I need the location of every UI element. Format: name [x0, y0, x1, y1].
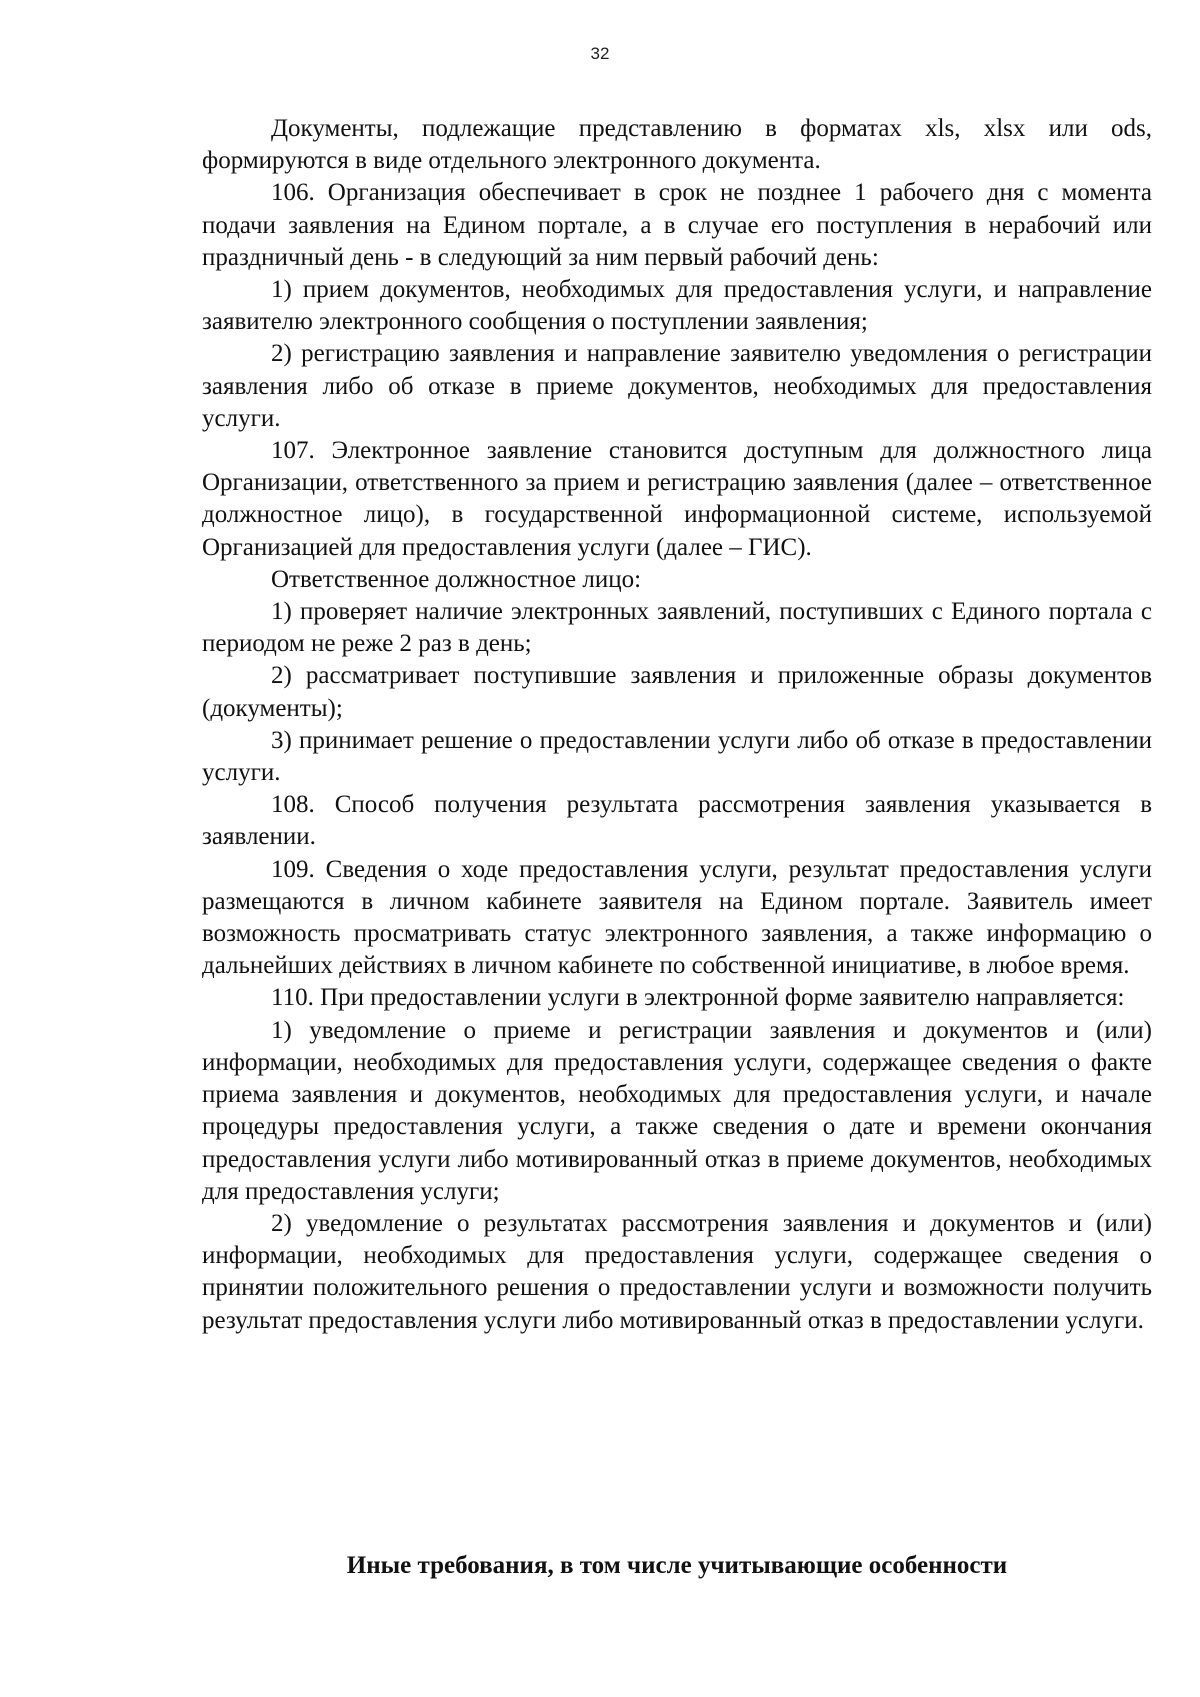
paragraph-106-item-1: 1) прием документов, необходимых для предоставления услуги, и направление заявителю электронного сообщения о поступлении заявления;: [202, 276, 1152, 336]
paragraph-responsible-item-3: 3) принимает решение о предоставлении услуги либо об отказе в предоставлении услуги.: [202, 726, 1152, 787]
paragraph-responsible-item-2: 2) рассматривает поступившие заявления и приложенные образы документов (документы);: [202, 662, 1152, 722]
paragraph-responsible-item-1: 1) проверяет наличие электронных заявлений, поступивших с Единого портала с периодом не реже 2 раз в день;: [202, 598, 1152, 658]
page-number: 32: [590, 44, 610, 63]
paragraph-108: 108. Способ получения результата рассмотрения заявления указывается в заявлении.: [202, 791, 1152, 851]
paragraph-106: 106. Организация обеспечивает в срок не позднее 1 рабочего дня с момента подачи заявления на Едином портале, а в случае его поступления в нерабочий или праздничный день - в следующий за ним первый рабочий день:: [202, 179, 1152, 271]
paragraph-110-item-1: 1) уведомление о приеме и регистрации заявления и документов и (или) информации, необходимых для предоставления услуги, содержащее сведения о факте приема заявления и документов, необходимых для предоставления услуги, и начале процедуры предоставления услуги, а также сведения о дате и времени окончания предоставления услуги либо мотивированный отказ в приеме документов, необходимых для предоставления услуги;: [202, 1016, 1152, 1205]
paragraph-110: 110. При предоставлении услуги в электронной форме заявителю направляется:: [271, 984, 1125, 1012]
document-body: [202, 113, 1152, 1337]
section-heading: Иные требования, в том числе учитывающие особенности: [346, 1552, 1008, 1579]
paragraph-110-item-2: 2) уведомление о результатах рассмотрения заявления и документов и (или) информации, необходимых для предоставления услуги, содержащее сведения о принятии положительного решения о предоставлении услуги и возможности получить результат предоставления услуги либо мотивированный отказ в предоставлении услуги.: [202, 1209, 1152, 1334]
paragraph-formats: Документы, подлежащие представлению в форматах xls, xlsx или ods, формируются в виде отдельного электронного документа.: [202, 115, 1152, 175]
paragraph-107: 107. Электронное заявление становится доступным для должностного лица Организации, ответственного за прием и регистрацию заявления (далее – ответственное должностное лицо), в государственной информационной системе, используемой Организацией для предоставления услуги (далее – ГИС).: [202, 437, 1152, 561]
paragraph-109: 109. Сведения о ходе предоставления услуги, результат предоставления услуги размещаются в личном кабинете заявителя на Едином портале. Заявитель имеет возможность просматривать статус электронного заявления, а также информацию о дальнейших действиях в личном кабинете по собственной инициативе, в любое время.: [202, 855, 1152, 980]
paragraph-106-item-2: 2) регистрацию заявления и направление заявителю уведомления о регистрации заявления либо об отказе в приеме документов, необходимых для предоставления услуги.: [202, 340, 1152, 432]
paragraph-responsible-official: Ответственное должностное лицо:: [271, 565, 642, 593]
